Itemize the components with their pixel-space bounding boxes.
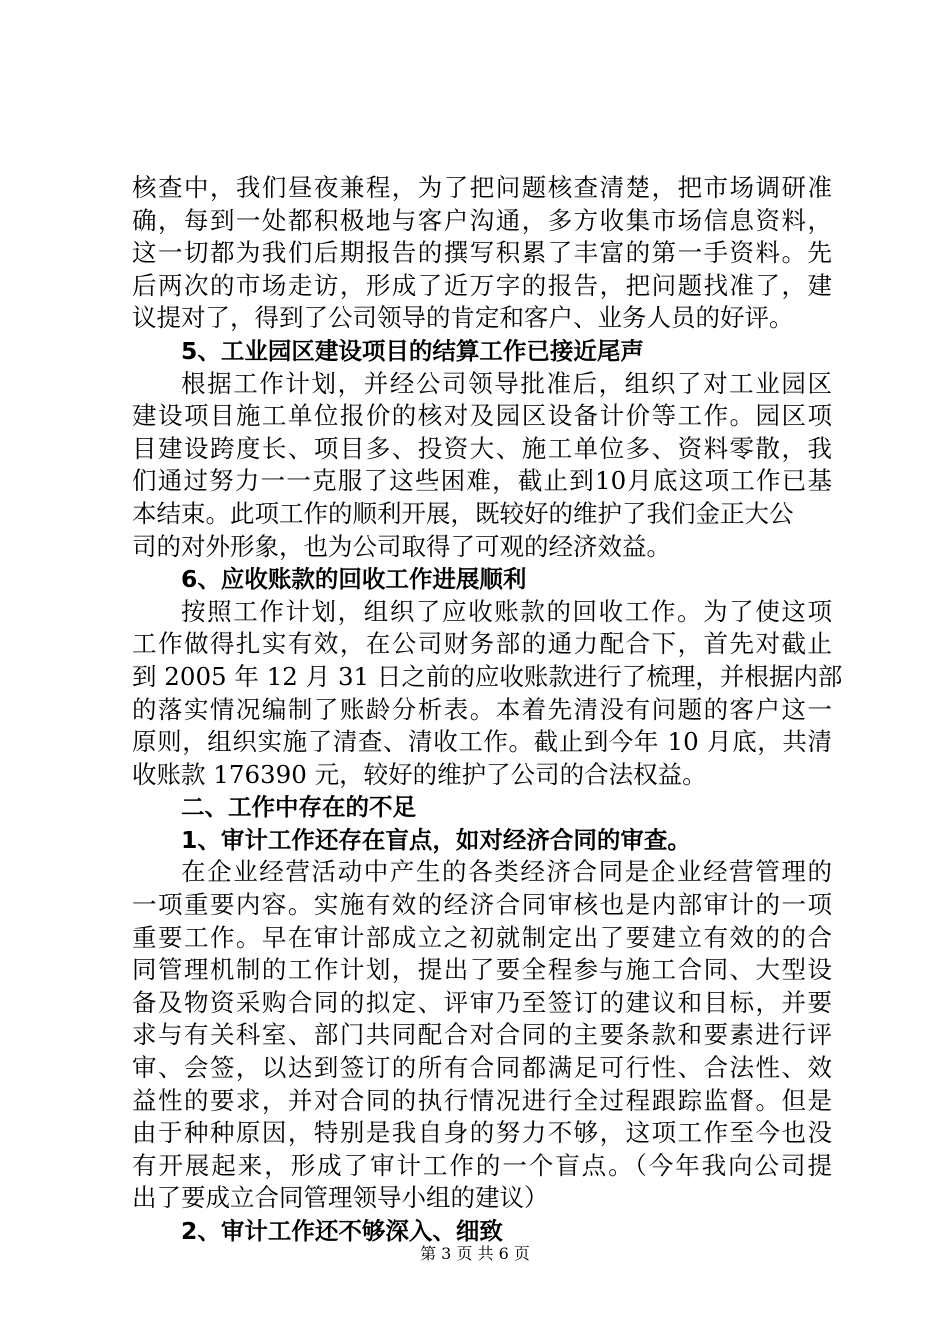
paragraph-line: 原则，组织实施了清查、清收工作。截止到今年 10 月底，共清 <box>132 727 832 757</box>
paragraph-line: 一项重要内容。实施有效的经济合同审核也是内部审计的一项 <box>132 890 832 920</box>
section-heading: 2、审计工作还不够深入、细致 <box>181 1217 503 1245</box>
page-footer: 第 3 页 共 6 页 <box>420 1244 530 1263</box>
paragraph-line: 核查中，我们昼夜兼程，为了把问题核查清楚，把市场调研准 <box>132 173 832 202</box>
paragraph-line: 同管理机制的工作计划，提出了要全程参与施工合同、大型设 <box>132 955 832 985</box>
paragraph-line: 建设项目施工单位报价的核对及园区设备计价等工作。园区项 <box>132 401 832 431</box>
paragraph-line: 有开展起来，形成了审计工作的一个盲点。（今年我向公司提 <box>132 1150 832 1180</box>
paragraph-line: 备及物资采购合同的拟定、评审乃至签订的建议和目标，并要 <box>132 987 832 1017</box>
paragraph-line: 到 2005 年 12 月 31 日之前的应收账款进行了梳理，并根据内部 <box>132 661 843 691</box>
paragraph-line: 目建设跨度长、项目多、投资大、施工单位多、资料零散，我 <box>132 433 832 463</box>
paragraph-line: 后两次的市场走访，形成了近万字的报告，把问题找准了，建 <box>132 270 832 300</box>
paragraph-line: 这一切都为我们后期报告的撰写积累了丰富的第一手资料。先 <box>132 238 832 268</box>
section-heading: 6、应收账款的回收工作进展顺利 <box>181 565 527 594</box>
paragraph-last-line: 议提对了，得到了公司领导的肯定和客户、业务人员的好评。 <box>132 303 794 333</box>
section-heading: 5、工业园区建设项目的结算工作已接近尾声 <box>181 336 644 365</box>
paragraph-line: 益性的要求，并对合同的执行情况进行全过程跟踪监督。但是 <box>132 1085 832 1115</box>
paragraph-last-line: 司的对外形象，也为公司取得了可观的经济效益。 <box>132 531 671 561</box>
paragraph-line: 审、会签，以达到签订的所有合同都满足可行性、合法性、效 <box>132 1053 832 1083</box>
paragraph-line: 由于种种原因，特别是我自身的努力不够，这项工作至今也没 <box>132 1118 832 1148</box>
paragraph-first-line: 按照工作计划，组织了应收账款的回收工作。为了使这项 <box>181 596 832 626</box>
paragraph-last-line: 本结束。此项工作的顺利开展，既较好的维护了我们金正大公 <box>132 498 794 528</box>
section-heading: 1、审计工作还存在盲点，如对经济合同的审查。 <box>181 825 691 854</box>
paragraph-line: 确，每到一处都积极地与客户沟通，多方收集市场信息资料， <box>132 205 832 235</box>
paragraph-line: 工作做得扎实有效，在公司财务部的通力配合下，首先对截止 <box>132 629 832 659</box>
section-heading: 二、工作中存在的不足 <box>181 793 416 822</box>
paragraph-line: 的落实情况编制了账龄分析表。本着先清没有问题的客户这一 <box>132 694 832 724</box>
paragraph-line: 们通过努力一一克服了这些困难，截止到10月底这项工作已基 <box>132 466 832 496</box>
document-body <box>132 172 843 1248</box>
paragraph-first-line: 在企业经营活动中产生的各类经济合同是企业经营管理的 <box>181 857 832 887</box>
paragraph-last-line: 收账款 176390 元，较好的维护了公司的合法权益。 <box>132 759 707 789</box>
paragraph-line: 重要工作。早在审计部成立之初就制定出了要建立有效的的合 <box>132 922 832 952</box>
paragraph-first-line: 根据工作计划，并经公司领导批准后，组织了对工业园区 <box>181 368 832 398</box>
paragraph-line: 求与有关科室、部门共同配合对合同的主要条款和要素进行评 <box>132 1020 832 1050</box>
paragraph-last-line: 出了要成立合同管理领导小组的建议） <box>132 1183 549 1213</box>
